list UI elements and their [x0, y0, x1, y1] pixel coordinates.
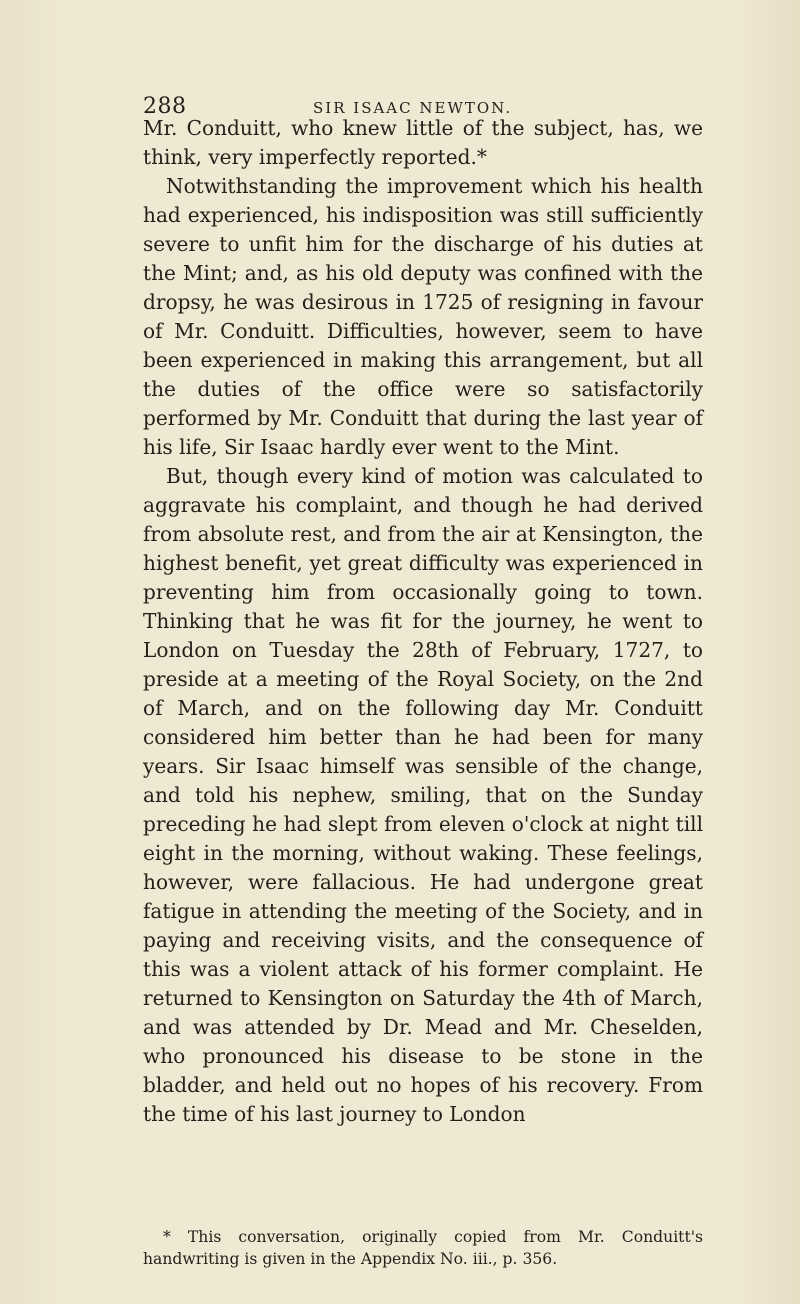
- paragraph-continuation: Mr. Conduitt, who knew little of the subject, has, we think, very imperfectly reported.*: [143, 116, 703, 169]
- running-head: SIR ISAAC NEWTON.: [313, 99, 513, 117]
- paragraph-health-mint: Notwithstanding the improvement which his health had experienced, his indisposition was still sufficiently severe to unfit him for the discharge of his duties at the Mint; and, as his old deputy was confined with the dropsy, he was desirous in 1725 of resigning in favour of Mr. Conduitt. Difficulties, however, seem to have been experienced in making this arrangement, but all the duties of the office were so satisfactorily performed by Mr. Conduitt that during the last year of his life, Sir Isaac hardly ever went to the Mint.: [143, 174, 703, 459]
- footnote: * This conversation, originally copied from Mr. Conduitt's handwriting is given in the Appendix No. iii., p. 356.: [143, 1228, 703, 1268]
- paragraph-final-illness: But, though every kind of motion was calculated to aggravate his complaint, and though he had derived from absolute rest, and from the air at Kensington, the highest benefit, yet great difficulty was experienced in preventing him from occasionally going to town. Thinking that he was fit for the journey, he went to London on Tuesday the 28th of February, 1727, to preside at a meeting of the Royal Society, on the 2nd of March, and on the following day Mr. Conduitt considered him better than he had been for many years. Sir Isaac himself was sensible of the change, and told his nephew, smiling, that on the Sunday preceding he had slept from eleven o'clock at night till eight in the morning, without waking. These feelings, however, were fallacious. He had undergone great fatigue in attending the meeting of the Society, and in paying and receiving visits, and the consequence of this was a violent attack of his former complaint. He returned to Kensington on Saturday the 4th of March, and was attended by Dr. Mead and Mr. Cheselden, who pronounced his disease to be stone in the bladder, and held out no hopes of his recovery. From the time of his last journey to London: [143, 464, 703, 1126]
- page-number: 288: [143, 94, 187, 119]
- body-text: [143, 114, 703, 1129]
